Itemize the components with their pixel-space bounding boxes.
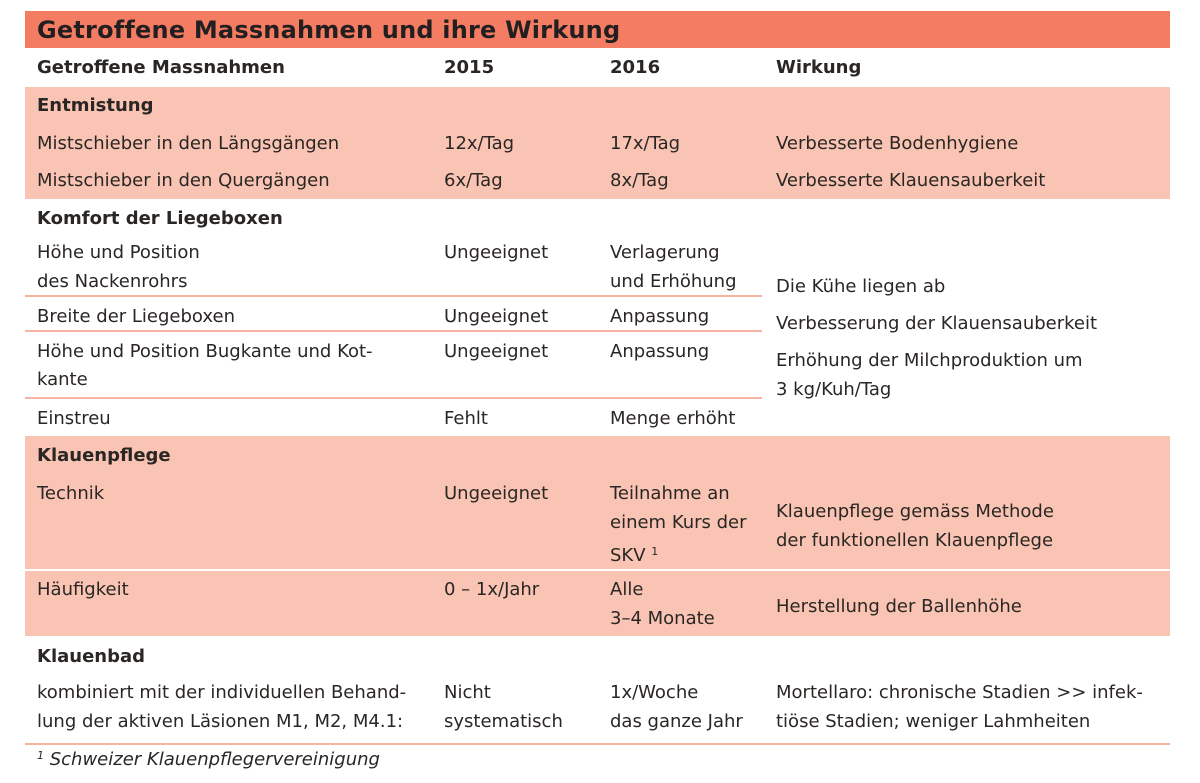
cell-2015: Ungeeignet [444,341,549,362]
cell-effect-cont: der funktionellen Klauenpflege [776,530,1054,551]
row-divider [25,295,762,297]
cell-effect: Verbesserte Bodenhygiene [776,133,1019,154]
section-klauenbad [25,636,1170,746]
footnote [37,749,380,770]
cell-effect: Erhöhung der Milchproduktion um [776,350,1083,371]
cell-2016-cont: einem Kurs der [610,512,747,533]
cell-effect: Verbesserung der Klauensauberkeit [776,313,1098,334]
cell-2016: Anpassung [610,341,710,362]
table-title: Getroffene Massnahmen und ihre Wirkung [37,15,621,44]
cell-2016-cont [610,537,658,570]
skv-text: SKV [610,545,646,566]
row-divider [25,569,1170,571]
cell-2016-cont: und Erhöhung [610,271,737,292]
cell-2016: Menge erhöht [610,408,736,429]
section-klauenpflege [25,436,1170,636]
header-effect: Wirkung [776,57,862,78]
cell-effect: Klauenpflege gemäss Methode [776,501,1054,522]
cell-measure: Mistschieber in den Längsgängen [37,133,340,154]
cell-2015: 6x/Tag [444,170,503,191]
cell-measure: Höhe und Position [37,242,200,263]
measures-table [25,11,1170,746]
cell-effect: Die Kühe liegen ab [776,276,946,297]
section-title: Klauenpflege [37,445,171,466]
cell-effect: Herstellung der Ballenhöhe [776,596,1022,617]
cell-measure: Breite der Liegeboxen [37,306,235,327]
cell-effect: Mortellaro: chronische Stadien >> infek- [776,682,1143,703]
cell-2015: Ungeeignet [444,306,549,327]
cell-2016: 8x/Tag [610,170,669,191]
footnote-marker: 1 [37,749,44,762]
header-2015: 2015 [444,57,495,78]
cell-effect-cont: 3 kg/Kuh/Tag [776,379,892,400]
cell-2016: 1x/Woche [610,682,699,703]
cell-measure-cont: des Nackenrohrs [37,271,188,292]
row-divider [25,397,762,399]
cell-2016-cont: 3–4 Monate [610,608,715,629]
row-divider [25,330,762,332]
cell-2015: Ungeeignet [444,242,549,263]
cell-2015: Nicht [444,682,491,703]
section-entmistung [25,87,1170,199]
cell-2015: 12x/Tag [444,133,515,154]
cell-measure: Einstreu [37,408,111,429]
cell-measure: Technik [37,483,105,504]
cell-2016: Anpassung [610,306,710,327]
cell-effect-cont: tiöse Stadien; weniger Lahmheiten [776,711,1091,732]
cell-2015: 0 – 1x/Jahr [444,579,540,600]
cell-2015-cont: systematisch [444,711,563,732]
cell-measure: Mistschieber in den Quergängen [37,170,330,191]
footnote-marker: 1 [651,545,659,558]
header-row [25,48,1170,87]
cell-2016: 17x/Tag [610,133,681,154]
section-title: Klauenbad [37,646,146,667]
table-bottom-divider [25,743,1170,745]
cell-measure: kombiniert mit der individuellen Behand- [37,682,407,703]
table-title-bar [25,11,1170,48]
cell-2016: Verlagerung [610,242,720,263]
section-title: Komfort der Liegeboxen [37,208,283,229]
cell-2016: Teilnahme an [610,483,730,504]
header-2016: 2016 [610,57,661,78]
cell-2016-cont: das ganze Jahr [610,711,743,732]
section-komfort [25,199,1170,436]
section-title: Entmistung [37,95,154,116]
cell-measure-cont: lung der aktiven Läsionen M1, M2, M4.1: [37,711,404,732]
footnote-text: Schweizer Klauenpflegervereinigung [49,749,380,770]
cell-measure-cont: kante [37,369,88,390]
cell-2016: Alle [610,579,644,600]
cell-measure: Häufigkeit [37,579,129,600]
header-measure: Getroffene Massnahmen [37,57,285,78]
cell-2015: Ungeeignet [444,483,549,504]
cell-2015: Fehlt [444,408,488,429]
cell-effect: Verbesserte Klauensauberkeit [776,170,1046,191]
cell-measure: Höhe und Position Bugkante und Kot- [37,341,373,362]
